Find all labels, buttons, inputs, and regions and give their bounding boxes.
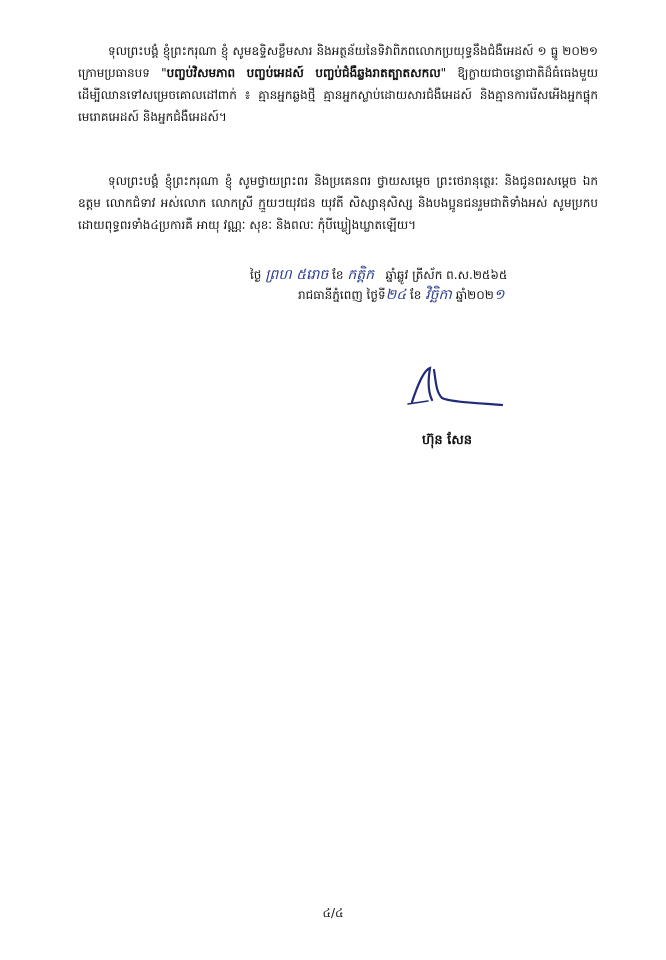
blessing-text: ទុលព្រះបង្គំ ខ្ញុំព្រះករុណា ខ្ញុំ សូមថ្វាយព្រះពរ និងប្រគេនពរ ថ្វាយសម្តេច ព្រះថេរានុត្ថេរៈ និងជូនពរសម្តេច ឯកឧត្តម លោកជំទាវ អស់លោក លោកស្រី ក្មួយៗយុវជន យុវតី សិស្សានុសិស្ស និងបងប្អូនជនរួមជាតិទាំងអស់ សូមប្រកបដោយពុទ្ធពរទាំង៤ប្រការគឺ អាយុ វណ្ណៈ សុខៈ និងពលៈ កុំបីឃ្លៀងឃ្លាតឡើយ។ [78,174,598,232]
solar-year-handwritten-digit: ១ [493,287,505,303]
page-number: ៤/៤ [322,906,344,920]
solar-month-prefix: ខែ [409,288,422,302]
lunar-month-prefix: ខែ [332,268,344,282]
solar-date-line [250,285,610,305]
dedication-theme: បញ្ចប់វិសមភាព បញ្ចប់អេដស៍ បញ្ចប់ជំងឺឆ្លងរាតត្បាតសកល [166,66,441,80]
handwritten-signature [398,362,508,412]
signer-name: ហ៊ុន សែន [422,433,472,448]
solar-year: ឆ្នាំ២០២ [455,288,494,302]
lunar-day-handwritten: ព្រហ ៥រោច [265,267,329,283]
lunar-year: ឆ្នាំឆ្លូវ ត្រីស័ក ព.ស.២៥៦៥ [385,268,508,282]
paragraph-blessing [78,170,598,236]
dedication-text-1: ទុលព្រះបង្គំ ខ្ញុំព្រះករុណា ខ្ញុំ សូមឧទ្ទិសខ្លឹមសារ និងអត្ថន័យនៃទិវាពិភពលោកប្រយុទ្ធនឹងជំងឺអេដស៍ ១ ធ្នូ ២០២១ ក្រោមប្រធានបទ " [78,44,598,80]
place-and-day-prefix: រាជធានីភ្នំពេញ ថ្ងៃទី [298,288,386,302]
dedication-text-2: " ឱ្យក្លាយជាចន្លោជាតិដ៏ធំធេងមួយ ដើម្បីឈានទៅសម្រេចគោលដៅពាក់ ៖ គ្មានអ្នកឆ្លងថ្មី គ្មានអ្នកស្លាប់ដោយសារជំងឺអេដស៍ និងគ្មានការរើសអើងអ្នកផ្ទុកមេរោគអេដស៍ និងអ្នកជំងឺអេដស៍។ [78,66,598,124]
solar-month-handwritten: វិច្ឆិកា [425,287,452,303]
date-block [250,265,610,305]
paragraph-dedication [78,40,598,128]
lunar-day-prefix: ថ្ងៃ [250,268,262,282]
solar-day-handwritten: ២៤ [385,287,407,303]
lunar-date-line [250,265,610,285]
lunar-month-handwritten: កត្តិក [347,267,374,283]
